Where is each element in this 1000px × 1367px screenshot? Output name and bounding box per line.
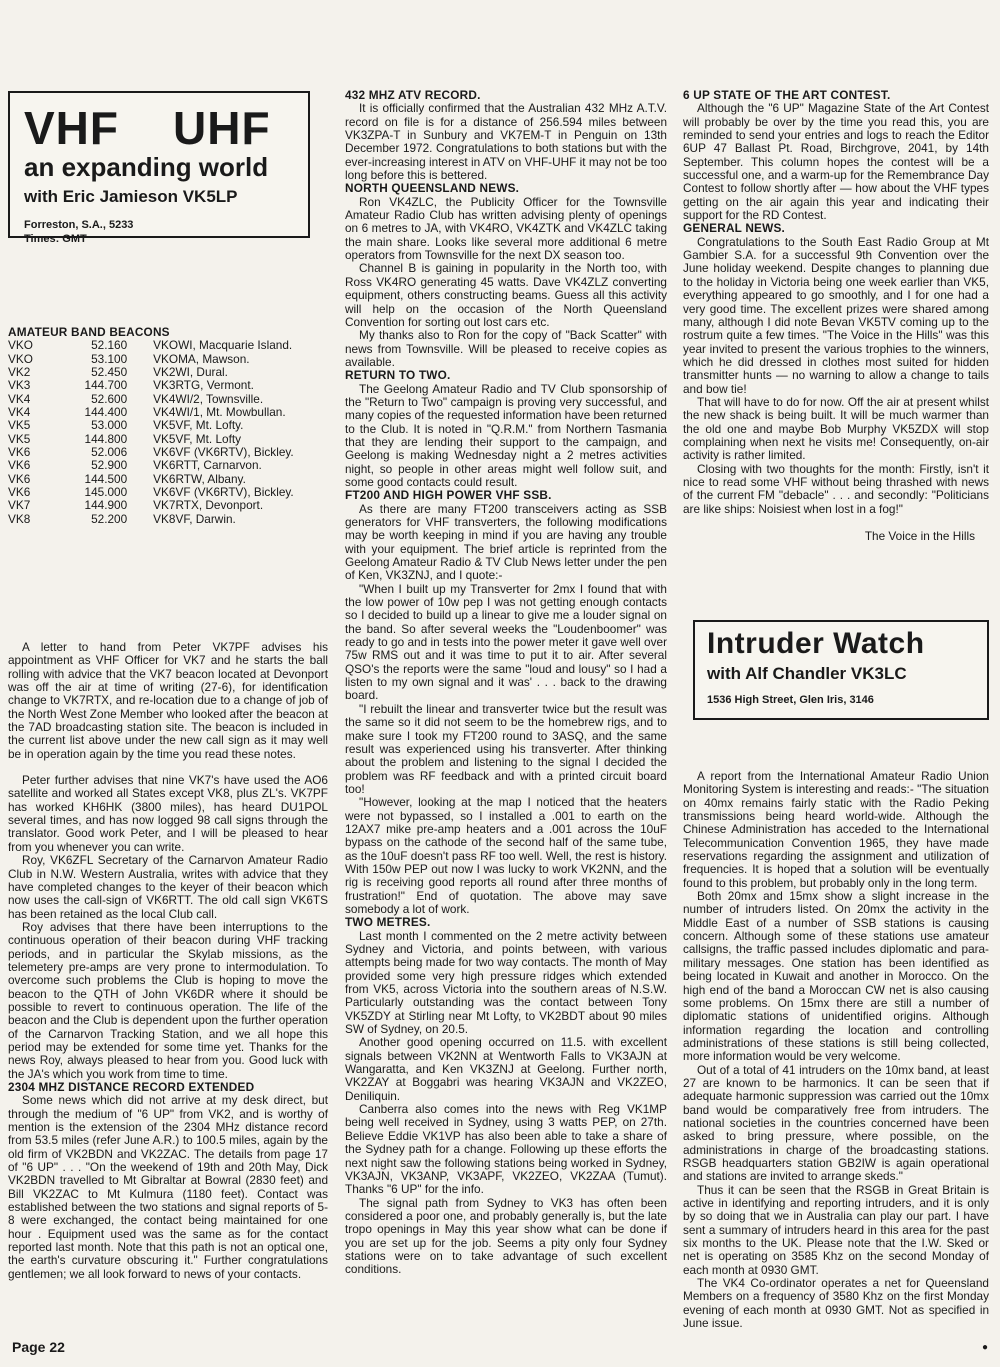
beacon-station: VK6RTW, Albany. bbox=[153, 471, 246, 486]
beacon-row bbox=[8, 499, 328, 512]
column-2 bbox=[345, 89, 667, 1277]
beacon-station: VK2WI, Dural. bbox=[153, 365, 228, 380]
beacon-call: VK6 bbox=[8, 458, 31, 473]
section-heading: NORTH QUEENSLAND NEWS. bbox=[345, 181, 520, 196]
beacon-call: VK6 bbox=[8, 445, 31, 460]
beacon-call: VK4 bbox=[8, 391, 31, 406]
vhf-title-left: VHF bbox=[24, 102, 119, 154]
intruder-title: Intruder Watch bbox=[707, 627, 925, 660]
section-heading: 432 MHZ ATV RECORD. bbox=[345, 88, 481, 102]
beacon-call: VK8 bbox=[8, 511, 31, 526]
paragraph: Another good opening occurred on 11.5. with excellent signals between VK2NN at Wentworth Falls to VK3AJN at Wangaratta, and Ken VK3ZNJ at Geelong. Further north, VK2ZAY at Boggabri was hearing VK3AJN and VK2ZEO, Deniliquin. bbox=[345, 1035, 667, 1103]
beacon-station: VKOMA, Mawson. bbox=[153, 351, 250, 366]
beacon-call: VKO bbox=[8, 338, 33, 353]
paragraph: It is officially confirmed that the Australian 432 MHz A.T.V. record on file is for a distance of 256.594 miles between VK3ZPA-T in Sunbury and VK7EM-T in Penguin on 13th December 1972. Congratulations to both stations but with the ever-increasing interest in ATV on VHF-UHF it may not be too long before this is bettered. bbox=[345, 101, 667, 183]
paragraph: Canberra also comes into the news with Reg VK1MP being well received in Sydney, using 3 watts PEP, on 27th. Believe Eddie VK1VP has also been able to take a share of the Sydney path for a change. Following up these efforts the next night saw the following stations being worked in Sydney, VK3AJN, VK3ANP, VK3APF, VK2ZEO, VK2ZAA (Tumut). Thanks "6 UP" for the info. bbox=[345, 1102, 667, 1197]
beacon-freq: 144.900 bbox=[84, 498, 128, 513]
section-heading: GENERAL NEWS. bbox=[683, 221, 786, 236]
paragraph: Out of a total of 41 intruders on the 10mx band, at least 27 are known to be harmonics. It can be seen that if adequate harmonic suppression was carried out the 10mx band would be comparatively free from intruders. The national societies in the countries concerned have been asked to bring pressure, where possible, on the administrations in charge of the broadcasting stations. RSGB headquarters station GB2IW is again operational and stations are invited to arrange skeds." bbox=[683, 1062, 989, 1184]
paragraph: As there are many FT200 transceivers acting as SSB generators for VHF transverters, the following modifications may be worth keeping in mind if you are having any trouble with your equipment. The brief article is reprinted from the Geelong Amateur Radio & TV Club News letter under the pen of Ken, VK3ZNJ, and I quote:- bbox=[345, 501, 667, 583]
beacon-call: VK3 bbox=[8, 378, 31, 393]
beacon-row bbox=[8, 513, 328, 526]
beacon-freq: 144.400 bbox=[84, 405, 128, 420]
vhf-title-right: UHF bbox=[173, 102, 271, 154]
beacon-call: VK6 bbox=[8, 485, 31, 500]
paragraph: "When I built up my Transverter for 2mx I found that with the low power of 10w pep I was not getting enough contacts so I decided to build up a linear to give me a louder signal on the band. So after several weeks the "Loudenboomer" was ready to go and in tests into the power meter it gave well over 75w RMS out and it was time to put it to air. After several QSO's the reports were the same "loud and lousy" so I had a listen to my own signal and it was' . . . back to the drawing board. bbox=[345, 581, 667, 703]
paragraph: Ron VK4ZLC, the Publicity Officer for the Townsville Amateur Radio Club has written advising plenty of openings on 6 metres to JA, with VK4RO, VK4ZTK and VK4ZLC taking the main share. Looks like several more additional 6 metre operators from Townsville for the next DX season too. bbox=[345, 194, 667, 263]
intruder-byline: with Alf Chandler VK3LC bbox=[707, 664, 907, 683]
beacon-station: VK8VF, Darwin. bbox=[153, 511, 236, 526]
beacon-freq: 145.000 bbox=[84, 485, 128, 500]
beacon-station: VK6VF (VK6RTV), Bickley. bbox=[153, 445, 294, 460]
beacon-station: VK4WI/2, Townsville. bbox=[153, 391, 264, 406]
paragraph: Last month I commented on the 2 metre activity between Sydney and Victoria, and points between, with various attempts being made for two way contacts. The month of May provided some very high pressure ridges which extended from VK5, across Victoria into the southern areas of N.S.W. Particularly outstanding was the contact between Tony VK5ZDY at Stirling near Mt Lofty, to VK2BDT about 90 miles SW of Sydney, on 20.5. bbox=[345, 928, 667, 1037]
section-heading: 6 UP STATE OF THE ART CONTEST. bbox=[683, 88, 891, 102]
paragraph: The VK4 Co-ordinator operates a net for Queensland Members on a frequency of 3580 Khz on the first Monday evening of each month at 0930 GMT. Not as specified in June issue. bbox=[683, 1276, 989, 1331]
beacon-row bbox=[8, 446, 328, 459]
beacon-freq: 53.100 bbox=[91, 351, 128, 366]
beacons-table bbox=[8, 339, 328, 526]
beacon-call: VK5 bbox=[8, 431, 31, 446]
page-number: Page 22 bbox=[12, 1339, 65, 1355]
paragraph: Roy advises that there have been interruptions to the continuous operation of their beacon during VHF tracking periods, and in particular the Skylab missions, as the telemetery pre-amps are very prone to intermodulation. To overcome such problems the Club is hoping to move the beacon to the QTH of John VK6DR where it should be possible to revert to continuous operation. The life of the beacon and the Club is dependent upon the further operation of the Carnarvon Tracking Station, and we all hope this period may be extended for some time yet. Thanks for the news Roy, always pleased to hear from you. Good luck with the JA's which you work from time to time. bbox=[8, 919, 328, 1081]
beacon-station: VK5VF, Mt. Lofty. bbox=[153, 418, 244, 433]
beacon-row bbox=[8, 353, 328, 366]
beacon-station: VK6VF (VK6RTV), Bickley. bbox=[153, 485, 294, 500]
beacon-call: VK2 bbox=[8, 365, 31, 380]
paragraph: Thus it can be seen that the RSGB in Great Britain is active in identifying and reporting intruders, and it is only by so doing that we in Australia can play our part. I have sent a summary of intruders heard in this area for the past six months to the UK. Please note that the I.W. Sked or net is operating on 3585 Khz on the second Monday of each month at 0930 GMT. bbox=[683, 1182, 989, 1277]
beacon-row bbox=[8, 459, 328, 472]
section-heading: 2304 MHZ DISTANCE RECORD EXTENDED bbox=[8, 1080, 255, 1094]
beacon-station: VKOWI, Macquarie Island. bbox=[153, 338, 293, 353]
section-heading: TWO METRES. bbox=[345, 915, 431, 930]
paragraph: "I rebuilt the linear and transverter twice but the result was the same so it did not seem to be the homebrew rigs, and to make sure I took my FT200 round to 3ASQ, and the same result was experienced using his transverter. After thinking about the problem and listening to the signal I decided the problem was RF feedback and with a printed circuit board too! bbox=[345, 701, 667, 796]
end-mark: ● bbox=[982, 1342, 989, 1353]
beacon-station: VK7RTX, Devonport. bbox=[153, 498, 264, 513]
beacon-call: VKO bbox=[8, 351, 33, 366]
vhf-subtitle: an expanding world bbox=[24, 152, 269, 182]
beacon-row bbox=[8, 393, 328, 406]
beacon-station: VK5VF, Mt. Lofty bbox=[153, 431, 242, 446]
paragraph: Although the "6 UP" Magazine State of the Art Contest will probably be over by the time you read this, you are reminded to send your entries and logs to reach the Editor 6UP 47 Ballast Pt. Road, Birchgrove, 2041, by 14th September. This column hopes the contest will be a successful one, and a warm-up for the Remembrance Day Contest to follow shortly after — how about the VHF types getting on the air again this year and indicating their support for the RD Contest. bbox=[683, 101, 989, 223]
beacon-row bbox=[8, 473, 328, 486]
paragraph: A report from the International Amateur Radio Union Monitoring System is interesting and reads:- "The situation on 40mx remains fairly static with the Radio Peking transmissions being heard world-wide. Although the Chinese Administration has acceded to the International Telecommunication Convention 1965, they have made reservations regarding the assignment and utilization of frequencies. It is hoped that a solution will be eventually found to this problem, but probably only in the long term. bbox=[683, 769, 989, 890]
beacon-freq: 52.600 bbox=[91, 391, 128, 406]
beacon-row bbox=[8, 339, 328, 352]
beacon-freq: 144.800 bbox=[84, 431, 128, 446]
beacon-freq: 52.900 bbox=[91, 458, 128, 473]
beacon-station: VK3RTG, Vermont. bbox=[153, 378, 254, 393]
beacon-freq: 52.006 bbox=[91, 445, 128, 460]
paragraph: "However, looking at the map I noticed that the heaters were not bypassed, so I installed a .001 to earth on the 12AX7 mike pre-amp heaters and a .001 across the 10uF bypass on the cathode of the second half of the same tube, as the 10uF doesn't pass RF too well. Well, the rest is history. With 150w PEP out now I was lucky to work VK2NN, and the rig is receiving good reports all round after three months of frustration!" End of quotation. The above may save somebody a lot of work. bbox=[345, 795, 667, 916]
beacon-freq: 52.160 bbox=[91, 338, 128, 353]
column-3 bbox=[683, 89, 989, 543]
beacon-row bbox=[8, 419, 328, 432]
paragraph: The Geelong Amateur Radio and TV Club sponsorship of the "Return to Two" campaign is proving very successful, and many copies of the requested information have been returned to the Club. It is noted in "Q.R.M." from Northern Tasmania that they are lending their support to the campaign, and Geelong is making Wednesday night a 2 metres activities night, so people in other areas might well follow suit, and some good contacts could result. bbox=[345, 381, 667, 489]
beacon-row bbox=[8, 433, 328, 446]
beacon-row bbox=[8, 379, 328, 392]
beacon-freq: 144.500 bbox=[84, 471, 128, 486]
paragraph: Congratulations to the South East Radio Group at Mt Gambier S.A. for a successful 9th Convention over the June holiday weekend. Despite changes to planning due to the holiday in Victoria being one week earlier than VK5, everything appeared to go smoothly, and I for one had a very good time. The excellent prizes were shared among many, although I did note Bevan VK5TV coming up to the rostrum quite a few times. "The Voice in the Hills" was this year invited to present the various trophies to the winners, which he did dressed in clothes most suited for hidden transmitter hunts — no warning to allow a change to tails and bow tie! bbox=[683, 234, 989, 396]
vhf-byline: with Eric Jamieson VK5LP bbox=[24, 187, 238, 206]
intruder-header-box bbox=[693, 620, 989, 720]
beacon-freq: 52.200 bbox=[91, 511, 128, 526]
paragraph: Closing with two thoughts for the month: Firstly, isn't it nice to read some VHF without being thrashed with news of the current FM "debacle" . . . and secondly: "Politicians are like ships: Noisiest when lost in a fog!" bbox=[683, 461, 989, 516]
paragraph: Some news which did not arrive at my desk direct, but through the medium of "6 UP" from VK2, and is worthy of mention is the extension of the 2304 MHz distance record from 53.5 miles (refer June A.R.) to 100.5 miles, again by the old firm of VK2BDN and VK2ZAC. The details from page 17 of "6 UP" . . . "On the weekend of 19th and 20th May, Dick VK2BDN travelled to Mt Gibraltar at Bowral (2830 feet) and Bill VK2ZAC to Mt Kulmura (1180 feet). Contact was established between the two stations and signal reports of 5-8 were exchanged, the contact being maintained for one hour . Equipment used was the same as for the contact reported last month. Note that this path is not an optical one, the earth's curvature obscuring it." Further congratulations gentlemen; we all look forward to news of your contacts. bbox=[8, 1093, 328, 1281]
beacon-freq: 144.700 bbox=[84, 378, 128, 393]
beacon-station: VK6RTT, Carnarvon. bbox=[153, 458, 262, 473]
beacon-station: VK4WI/1, Mt. Mowbullan. bbox=[153, 405, 286, 420]
intruder-column bbox=[683, 770, 989, 1330]
beacon-row bbox=[8, 486, 328, 499]
beacon-call: VK6 bbox=[8, 471, 31, 486]
beacon-row bbox=[8, 406, 328, 419]
beacon-freq: 52.450 bbox=[91, 365, 128, 380]
paragraph: That will have to do for now. Off the air at present whilst the new shack is being built. It will be much warmer than the old one and maybe Bob Murphy VK5ZDX will stop complaining when next he visits me! Consequently, on-air activity is rather limited. bbox=[683, 394, 989, 463]
intruder-address: 1536 High Street, Glen Iris, 3146 bbox=[707, 694, 874, 706]
vhf-times: Times: GMT bbox=[24, 233, 87, 245]
paragraph: Peter further advises that nine VK7's have used the AO6 satellite and worked all States except VK8, plus ZL's. VK7PF has worked KH6HK (3800 miles), has heard DU1POL several times, and has now logged 98 call signs through the translator. Good work Peter, and I will be pleased to hear from you whenever you can write. bbox=[8, 773, 328, 854]
paragraph: Roy, VK6ZFL Secretary of the Carnarvon Amateur Radio Club in N.W. Western Australia, writes with advice that they have completed changes to the keyer of their beacon which now uses the call-sign of VK6RTT. The old call sign VK6TS has been retained as the local Club call. bbox=[8, 853, 328, 921]
paragraph: A letter to hand from Peter VK7PF advises his appointment as VHF Officer for VK7 and he starts the ball rolling with advice that the VK7 beacon located at Devonport was off the air at time of writing (27-6), for identification change to VK7RTX, and re-location due to a change of job of the North West Zone Member who looked after the beacon at the 7AD broadcasting station site. The beacon is included in the current list above under the new call sign as it may well be in operation again by the time you read these notes. bbox=[8, 640, 328, 761]
paragraph: Both 20mx and 15mx show a slight increase in the number of intruders listed. On 20mx the activity in the Middle East of a number of SSB stations is causing concern. Although some of these stations use amateur callsigns, the traffic passed includes diplomatic and para-military messages. One station has been identified as being located in Kuwait and another in Morocco. On the high end of the band a Moroccan CW net is also causing some problems. On 15mx there are still a number of diplomatic stations of unidentified origins. Although information regarding the location and controlling administrations of these stations is still being collected, more information would be very welcome. bbox=[683, 889, 989, 1064]
beacons-section bbox=[8, 326, 328, 526]
beacons-heading: AMATEUR BAND BEACONS bbox=[8, 325, 170, 339]
paragraph: Channel B is gaining in popularity in the North too, with Ross VK4RO generating 45 watts. Dave VK4ZLZ converting equipment, others constructing beams. Guess all this activity will help on the occasion of the North Queensland Convention for sorting out lost cars etc. bbox=[345, 261, 667, 329]
column-1 bbox=[8, 641, 328, 1281]
beacon-call: VK4 bbox=[8, 405, 31, 420]
paragraph: My thanks also to Ron for the copy of "Back Scatter" with news from Townsville. Will be pleased to receive copies as available. bbox=[345, 328, 667, 369]
vhf-title bbox=[24, 102, 308, 154]
beacon-call: VK7 bbox=[8, 498, 31, 513]
beacon-row bbox=[8, 366, 328, 379]
section-heading: FT200 AND HIGH POWER VHF SSB. bbox=[345, 488, 552, 503]
paragraph: The signal path from Sydney to VK3 has often been considered a poor one, and probably generally is, but the late tropo openings in May this year show what can be done if you are set up for the job. Seems a pity only four Sydney stations were on to take advantage of such excellent conditions. bbox=[345, 1195, 667, 1277]
beacon-call: VK5 bbox=[8, 418, 31, 433]
vhf-address: Forreston, S.A., 5233 bbox=[24, 219, 134, 231]
beacon-freq: 53.000 bbox=[91, 418, 128, 433]
vhf-header-box bbox=[8, 91, 310, 245]
signature: The Voice in the Hills bbox=[864, 529, 975, 543]
section-heading: RETURN TO TWO. bbox=[345, 368, 451, 383]
